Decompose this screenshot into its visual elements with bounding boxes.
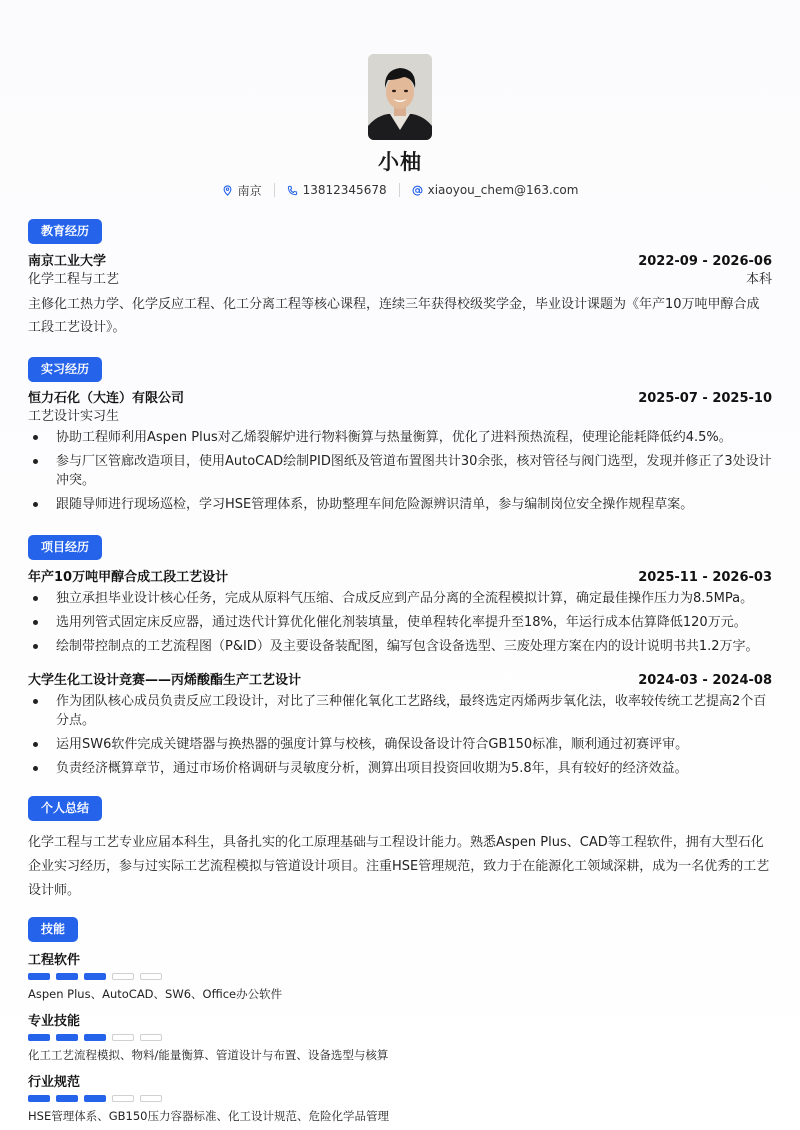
bullet-item: 跟随导师进行现场巡检，学习HSE管理体系，协助整理车间危险源辨识清单，参与编制岗位安全操作规程草案。 [28,495,772,514]
skill-level-bar [28,1095,772,1103]
degree: 本科 [745,272,772,287]
contact-line [28,180,772,200]
education-entry [28,253,772,339]
section-badge-education: 教育经历 [28,219,102,244]
email-text[interactable]: xiaoyou_chem@163.com [427,183,579,197]
phone-icon [287,185,298,196]
project-bullets [28,589,772,656]
phone-text[interactable]: 13812345678 [302,183,387,197]
contact-phone [287,183,387,197]
project-bullets [28,692,772,778]
avatar [368,54,432,140]
bullet-item: 运用SW6软件完成关键塔器与换热器的强度计算与校核，确保设备设计符合GB150标准，顺利通过初赛评审。 [28,735,772,754]
bullet-item: 绘制带控制点的工艺流程图（P&ID）及主要设备装配图，编写包含设备选型、三废处理方案在内的设计说明书共1.2万字。 [28,637,772,656]
company-name: 恒力石化（大连）有限公司 [28,391,185,406]
skill-entry [28,1013,772,1064]
internship-bullets [28,428,772,514]
project-entry [28,672,772,783]
project-title: 年产10万吨甲醇合成工段工艺设计 [28,570,229,585]
project-date: 2025-11 - 2026-03 [638,570,772,585]
bullet-item: 作为团队核心成员负责反应工段设计，对比了三种催化氧化工艺路线，最终选定丙烯两步氧化法，收率较传统工艺提高2个百分点。 [28,692,772,730]
portrait-photo-icon [368,54,432,140]
level-segment-filled [84,973,106,980]
skill-description: 化工工艺流程模拟、物料/能量衡算、管道设计与布置、设备选型与核算 [28,1048,389,1062]
level-segment-filled [84,1034,106,1041]
project-entry [28,569,772,661]
bullet-item: 参与厂区管廊改造项目，使用AutoCAD绘制PID图纸及管道布置图共计30余张，核对管径与阀门选型，发现并修正了3处设计冲突。 [28,452,772,490]
bullet-item: 协助工程师利用Aspen Plus对乙烯裂解炉进行物料衡算与热量衡算，优化了进料预热流程，使理论能耗降低约4.5%。 [28,428,772,447]
level-segment-empty [140,1095,162,1102]
bullet-item: 选用列管式固定床反应器，通过迭代计算优化催化剂装填量，使单程转化率提升至18%，年运行成本估算降低120万元。 [28,613,772,632]
internship-date: 2025-07 - 2025-10 [638,391,772,406]
skill-entry [28,952,772,1003]
bullet-item: 负责经济概算章节，通过市场价格调研与灵敏度分析，测算出项目投资回收期为5.8年，具有较好的经济效益。 [28,759,772,778]
skill-level-bar [28,973,772,981]
level-segment-filled [28,973,50,980]
internship-entry [28,390,772,519]
level-segment-empty [140,1034,162,1041]
summary-entry [28,827,772,903]
level-segment-empty [112,1034,134,1041]
section-badge-summary: 个人总结 [28,796,102,821]
project-title: 大学生化工设计竞赛——丙烯酸酯生产工艺设计 [28,673,302,688]
bullet-item: 独立承担毕业设计核心任务，完成从原料气压缩、合成反应到产品分离的全流程模拟计算，确定最佳操作压力为8.5MPa。 [28,589,772,608]
divider [399,183,400,197]
skill-name: 专业技能 [28,1014,81,1029]
level-segment-filled [28,1095,50,1102]
resume-header [28,54,772,200]
skill-name: 工程软件 [28,953,81,968]
skill-entry [28,1074,772,1125]
level-segment-empty [140,973,162,980]
skill-level-bar [28,1034,772,1042]
summary-text: 化学工程与工艺专业应届本科生，具备扎实的化工原理基础与工程设计能力。熟悉Aspen Plus、CAD等工程软件，拥有大型石化企业实习经历，参与过实际工艺流程模拟与管道设计项目。注重HSE管理规范，致力于在能源化工领域深耕，成为一名优秀的工艺设计师。 [28,835,770,898]
section-badge-projects: 项目经历 [28,535,102,560]
at-sign-icon [412,185,423,196]
location-text: 南京 [237,183,262,198]
candidate-name: 小柚 [378,150,422,174]
major: 化学工程与工艺 [28,272,120,287]
education-date: 2022-09 - 2026-06 [638,254,772,269]
school-name: 南京工业大学 [28,254,107,269]
section-badge-internship: 实习经历 [28,357,102,382]
level-segment-filled [84,1095,106,1102]
level-segment-filled [56,1034,78,1041]
location-pin-icon [222,185,233,196]
level-segment-filled [28,1034,50,1041]
level-segment-empty [112,1095,134,1102]
skill-name: 行业规范 [28,1075,81,1090]
skill-description: HSE管理体系、GB150压力容器标准、化工设计规范、危险化学品管理 [28,1109,389,1123]
skill-description: Aspen Plus、AutoCAD、SW6、Office办公软件 [28,987,283,1001]
project-date: 2024-03 - 2024-08 [638,673,772,688]
job-role: 工艺设计实习生 [28,409,120,424]
level-segment-filled [56,973,78,980]
education-description: 主修化工热力学、化学反应工程、化工分离工程等核心课程，连续三年获得校级奖学金，毕业设计课题为《年产10万吨甲醇合成工段工艺设计》。 [28,297,760,335]
divider [274,183,275,197]
contact-location [222,182,262,199]
contact-email [412,183,579,197]
section-badge-skills: 技能 [28,917,78,942]
level-segment-filled [56,1095,78,1102]
level-segment-empty [112,973,134,980]
